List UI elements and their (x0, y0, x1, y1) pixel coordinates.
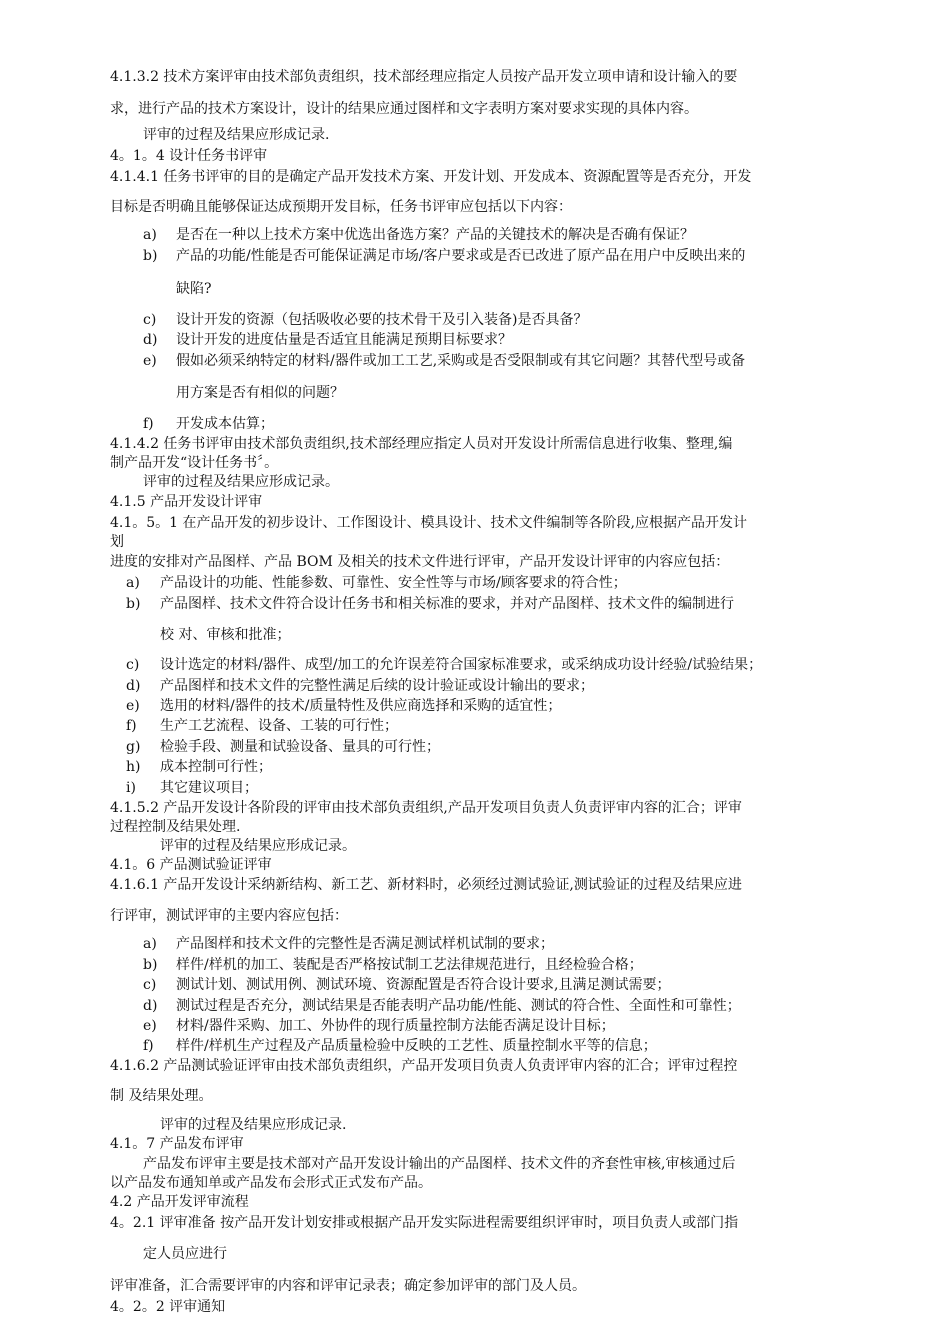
clause-4-1-4-2-line1: 4.1.4.2 任务书评审由技术部负责组织,技术部经理应指定人员对开发设计所需信息进行收集、整理,编 (110, 436, 733, 452)
clause-4-1-3-2-line2: 求，进行产品的技术方案设计，设计的结果应通过图样和文字表明方案对要求实现的具体内容。 (110, 101, 698, 117)
clause-4-1-6-1-line1: 4.1.6.1 产品开发设计采纳新结构、新工艺、新材料时，必须经过测试验证,测试验证的过程及结果应进 (110, 877, 742, 893)
list-item-text: 产品图样、技术文件符合设计任务书和相关标准的要求，并对产品图样、技术文件的编制进行 (160, 596, 734, 612)
list-marker: b) (126, 596, 141, 612)
list-item-text-cont: 缺陷? (176, 281, 212, 297)
list-item-text: 样件/样机生产过程及产品质量检验中反映的工艺性、质量控制水平等的信息； (176, 1038, 657, 1054)
clause-4-1-6-2-line2: 制 及结果处理。 (110, 1088, 213, 1104)
list-marker: d) (143, 998, 158, 1014)
list-marker: f) (126, 718, 137, 734)
list-item-text: 其它建议项目； (160, 780, 258, 796)
list-item-text: 测试计划、测试用例、测试环境、资源配置是否符合设计要求,且满足测试需要； (176, 977, 671, 993)
list-item-text: 产品图样和技术文件的完整性是否满足测试样机试制的要求； (176, 936, 554, 952)
list-marker: a) (143, 936, 157, 952)
list-marker: c) (143, 977, 157, 993)
list-item-text: 开发成本估算； (176, 416, 274, 432)
clause-4-1-4-1-line1: 4.1.4.1 任务书评审的目的是确定产品开发技术方案、开发计划、开发成本、资源配置等是否充分，开发 (110, 169, 752, 185)
clause-4-1-5-1-line2: 划 (110, 534, 124, 550)
list-item-text: 设计开发的资源（包括吸收必要的技术骨干及引入装备)是否具备？ (176, 312, 588, 328)
clause-4-2-1-line3: 评审准备，汇合需要评审的内容和评审记录表；确定参加评审的部门及人员。 (110, 1278, 586, 1294)
list-item-text: 选用的材料/器件的技术/质量特性及供应商选择和采购的适宜性； (160, 698, 562, 714)
clause-4-2-1-line2: 定人员应进行 (143, 1246, 227, 1262)
list-item-text: 是否在一种以上技术方案中优选出备选方案？产品的关键技术的解决是否确有保证？ (176, 227, 694, 243)
list-marker: e) (126, 698, 140, 714)
list-marker: a) (126, 575, 140, 591)
list-item-text: 检验手段、测量和试验设备、量具的可行性； (160, 739, 440, 755)
record-note-4: 评审的过程及结果应形成记录. (160, 1117, 347, 1133)
list-item-text: 产品设计的功能、性能参数、可靠性、安全性等与市场/顾客要求的符合性； (160, 575, 627, 591)
list-marker: e) (143, 353, 157, 369)
list-marker: e) (143, 1018, 157, 1034)
list-item-text: 测试过程是否充分，测试结果是否能表明产品功能/性能、测试的符合性、全面性和可靠性； (176, 998, 741, 1014)
list-item-text: 材料/器件采购、加工、外协件的现行质量控制方法能否满足设计目标； (176, 1018, 615, 1034)
list-item-text: 产品的功能/性能是否可能保证满足市场/客户要求或是否已改进了原产品在用户中反映出来的 (176, 248, 746, 264)
list-marker: d) (126, 678, 141, 694)
clause-4-1-5-2-line1: 4.1.5.2 产品开发设计各阶段的评审由技术部负责组织,产品开发项目负责人负责评审内容的汇合；评审 (110, 800, 742, 816)
clause-4-1-7-line2: 以产品发布通知单或产品发布会形式正式发布产品。 (110, 1175, 432, 1191)
list-marker: c) (143, 312, 157, 328)
list-item-text: 成本控制可行性； (160, 759, 272, 775)
list-item-text-cont: 校 对、审核和批准； (160, 627, 291, 643)
list-item-text: 设计开发的进度估量是否适宜且能满足预期目标要求？ (176, 332, 512, 348)
heading-4-1-4: 4。1。4 设计任务书评审 (110, 148, 268, 164)
heading-4-1-7: 4.1。7 产品发布评审 (110, 1136, 244, 1152)
clause-4-1-7-line1: 产品发布评审主要是技术部对产品开发设计输出的产品图样、技术文件的齐套性审核,审核通过后 (143, 1156, 736, 1172)
list-item-text: 假如必须采纳特定的材料/器件或加工工艺,采购或是否受限制或有其它问题？其替代型号或备 (176, 353, 746, 369)
clause-4-2-1-line1: 4。2.1 评审准备 按产品开发计划安排或根据产品开发实际进程需要组织评审时，项目负责人或部门指 (110, 1215, 739, 1231)
list-item-text: 生产工艺流程、设备、工装的可行性； (160, 718, 398, 734)
clause-4-1-4-1-line2: 目标是否明确且能够保证达成预期开发目标，任务书评审应包括以下内容： (110, 199, 572, 215)
clause-4-1-6-2-line1: 4.1.6.2 产品测试验证评审由技术部负责组织，产品开发项目负责人负责评审内容的汇合；评审过程控 (110, 1058, 738, 1074)
clause-4-1-3-2-line1: 4.1.3.2 技术方案评审由技术部负责组织，技术部经理应指定人员按产品开发立项申请和设计输入的要 (110, 69, 738, 85)
list-marker: h) (126, 759, 141, 775)
list-item-text: 样件/样机的加工、装配是否严格按试制工艺法律规范进行，且经检验合格； (176, 957, 643, 973)
heading-4-2: 4.2 产品开发评审流程 (110, 1194, 249, 1210)
list-marker: f) (143, 1038, 154, 1054)
list-marker: i) (126, 780, 136, 796)
list-item-text: 产品图样和技术文件的完整性满足后续的设计验证或设计输出的要求； (160, 678, 594, 694)
heading-4-2-2: 4。2。2 评审通知 (110, 1299, 226, 1315)
clause-4-1-5-2-line2: 过程控制及结果处理. (110, 819, 241, 835)
list-marker: f) (143, 416, 154, 432)
list-item-text-cont: 用方案是否有相似的问题？ (176, 385, 344, 401)
clause-4-1-6-1-line2: 行评审，测试评审的主要内容应包括： (110, 908, 348, 924)
record-note-2: 评审的过程及结果应形成记录。 (143, 474, 339, 490)
list-marker: c) (126, 657, 140, 673)
list-marker: b) (143, 957, 158, 973)
heading-4-1-6: 4.1。6 产品测试验证评审 (110, 857, 272, 873)
list-marker: d) (143, 332, 158, 348)
list-marker: a) (143, 227, 157, 243)
record-note-1: 评审的过程及结果应形成记录. (143, 127, 330, 143)
heading-4-1-5: 4.1.5 产品开发设计评审 (110, 494, 263, 510)
clause-4-1-5-1-line1: 4.1。5。1 在产品开发的初步设计、工作图设计、模具设计、技术文件编制等各阶段,应根据产品开发计 (110, 515, 747, 531)
clause-4-1-4-2-line2: 制产品开发“设计任务书〞。 (110, 455, 279, 471)
list-item-text: 设计选定的材料/器件、成型/加工的允许误差符合国家标准要求，或采纳成功设计经验/试验结果； (160, 657, 763, 673)
clause-4-1-5-1-line3: 进度的安排对产品图样、产品 BOM 及相关的技术文件进行评审，产品开发设计评审的内容应包括： (110, 554, 730, 570)
list-marker: b) (143, 248, 158, 264)
list-marker: g) (126, 739, 141, 755)
record-note-3: 评审的过程及结果应形成记录。 (160, 838, 356, 854)
